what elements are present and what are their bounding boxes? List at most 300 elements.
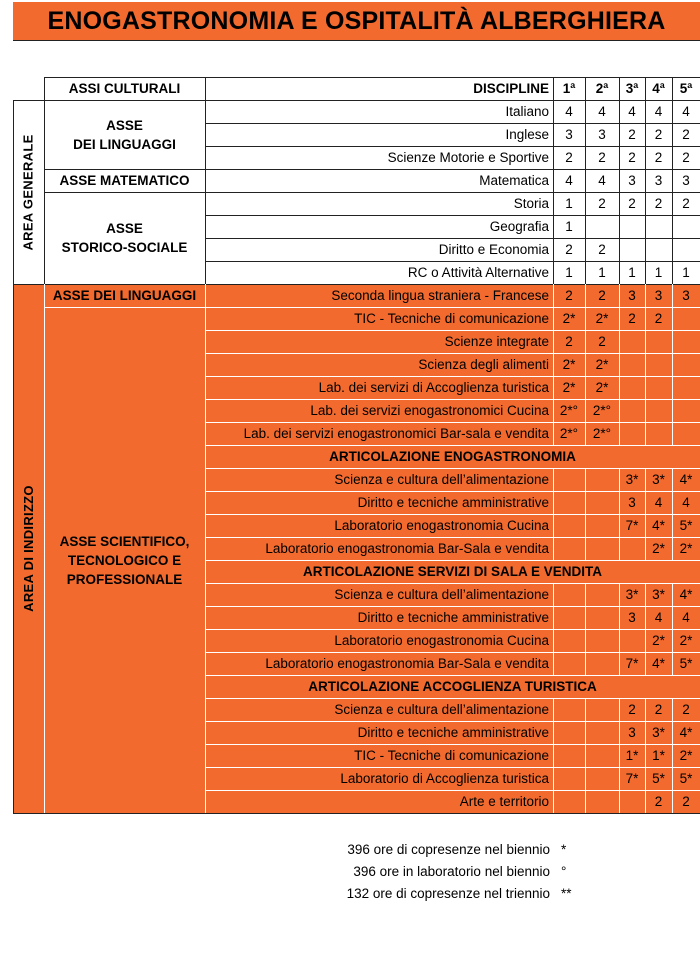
column-divider	[553, 307, 554, 330]
footnote-text: 132 ore di copresenze nel triennio	[346, 886, 550, 901]
row-divider	[205, 215, 700, 216]
column-divider	[619, 744, 620, 767]
hours-year-2: 4	[598, 173, 606, 188]
hours-year-4	[645, 376, 672, 399]
column-divider	[619, 767, 620, 790]
discipline-name: TIC - Tecniche di comunicazione	[354, 748, 549, 763]
column-divider	[585, 652, 586, 675]
hours-year-2	[585, 606, 619, 629]
hours-year-1	[553, 583, 585, 606]
column-divider	[619, 537, 620, 560]
header-assi-culturali: ASSI CULTURALI	[68, 81, 181, 96]
hours-year-1: 4	[565, 104, 573, 119]
column-divider	[672, 744, 673, 767]
column-divider	[645, 238, 646, 261]
hours-year-1: 1	[565, 196, 573, 211]
column-divider	[672, 123, 673, 146]
column-divider	[585, 767, 586, 790]
hours-year-2	[585, 583, 619, 606]
column-divider	[645, 146, 646, 169]
hours-year-2	[585, 514, 619, 537]
hours-year-3: 1	[628, 265, 636, 280]
row-divider	[44, 307, 205, 308]
column-divider	[585, 491, 586, 514]
row-divider	[205, 560, 700, 561]
hours-year-5: 2*	[679, 633, 693, 648]
column-divider	[553, 422, 554, 445]
column-divider	[585, 100, 586, 123]
column-divider	[553, 169, 554, 192]
hours-year-2: 2*	[595, 380, 609, 395]
column-divider	[645, 100, 646, 123]
discipline-name: Scienze Motorie e Sportive	[387, 150, 549, 165]
row-divider	[205, 146, 700, 147]
hours-year-2: 2*	[595, 357, 609, 372]
discipline-name: Lab. dei servizi enogastronomici Bar-sala e vendita	[243, 426, 549, 441]
column-divider	[619, 215, 620, 238]
column-divider	[672, 468, 673, 491]
column-divider	[205, 100, 206, 284]
row-divider	[205, 468, 700, 469]
hours-year-1	[553, 514, 585, 537]
hours-year-5: 5*	[679, 656, 693, 671]
hours-year-4	[645, 330, 672, 353]
row-divider	[205, 330, 700, 331]
hours-year-1	[553, 468, 585, 491]
column-divider	[645, 399, 646, 422]
hours-year-3: 3*	[625, 587, 639, 602]
column-divider	[553, 468, 554, 491]
area-generale-label	[13, 100, 44, 284]
column-divider	[585, 537, 586, 560]
column-divider	[619, 100, 620, 123]
header-year-3: 3ª	[625, 81, 639, 96]
row-divider	[205, 238, 700, 239]
column-divider	[645, 629, 646, 652]
header-discipline: DISCIPLINE	[473, 81, 549, 96]
column-divider	[553, 353, 554, 376]
hours-year-3: 2	[628, 150, 636, 165]
hours-year-1: 2*	[562, 380, 576, 395]
column-divider	[619, 583, 620, 606]
column-divider	[645, 721, 646, 744]
column-divider	[672, 353, 673, 376]
column-divider	[44, 284, 45, 813]
column-divider	[645, 123, 646, 146]
column-divider	[619, 491, 620, 514]
column-divider	[645, 376, 646, 399]
discipline-name: Diritto e Economia	[438, 242, 549, 257]
discipline-name: Laboratorio enogastronomia Cucina	[334, 518, 549, 533]
column-divider	[619, 261, 620, 284]
discipline-name: Diritto e tecniche amministrative	[357, 495, 549, 510]
hours-year-5	[672, 215, 700, 238]
hours-year-5: 4	[682, 610, 690, 625]
row-divider	[205, 675, 700, 676]
hours-year-1	[553, 537, 585, 560]
column-divider	[553, 261, 554, 284]
column-divider	[672, 238, 673, 261]
column-divider	[553, 583, 554, 606]
column-divider	[672, 192, 673, 215]
hours-year-5: 3	[682, 288, 690, 303]
column-divider	[645, 583, 646, 606]
column-divider	[553, 744, 554, 767]
hours-year-2: 2	[598, 196, 606, 211]
hours-year-1	[553, 744, 585, 767]
column-divider	[672, 146, 673, 169]
column-divider	[645, 215, 646, 238]
hours-year-4: 2	[654, 702, 663, 717]
hours-year-3	[619, 790, 645, 813]
asse-linguaggi-label-line-2: DEI LINGUAGGI	[73, 136, 176, 152]
hours-year-3: 2	[628, 702, 636, 717]
hours-year-1: 2	[565, 288, 573, 303]
row-divider	[205, 376, 700, 377]
hours-year-4: 2*	[652, 633, 665, 648]
column-divider	[585, 77, 586, 100]
asse-matematico-label: ASSE MATEMATICO	[59, 173, 190, 188]
column-divider	[619, 422, 620, 445]
column-divider	[585, 629, 586, 652]
column-divider	[619, 652, 620, 675]
discipline-name: Laboratorio enogastronomia Bar-Sala e vendita	[265, 541, 549, 556]
hours-year-1: 2*°	[559, 403, 579, 418]
column-divider	[585, 399, 586, 422]
hours-year-3	[619, 629, 645, 652]
area-generale-text: AREA GENERALE	[21, 133, 37, 251]
hours-year-4: 4*	[652, 656, 665, 671]
hours-year-4	[645, 399, 672, 422]
column-divider	[672, 100, 673, 123]
column-divider	[553, 606, 554, 629]
discipline-name: TIC - Tecniche di comunicazione	[354, 311, 549, 326]
column-divider	[585, 583, 586, 606]
asse-linguaggi-indirizzo-label: ASSE DEI LINGUAGGI	[52, 288, 197, 303]
column-divider	[619, 307, 620, 330]
discipline-name: Inglese	[505, 127, 549, 142]
discipline-name: Laboratorio enogastronomia Bar-Sala e vendita	[265, 656, 549, 671]
discipline-name: Italiano	[505, 104, 549, 119]
column-divider	[672, 629, 673, 652]
hours-year-5: 2*	[679, 541, 693, 556]
hours-year-1: 4	[565, 173, 573, 188]
column-divider	[585, 606, 586, 629]
asse-scientifico-label-line-2: TECNOLOGICO E	[67, 552, 182, 568]
hours-year-1: 3	[565, 127, 573, 142]
discipline-name: Lab. dei servizi enogastronomici Cucina	[310, 403, 549, 418]
hours-year-1: 2	[565, 242, 573, 257]
column-divider	[619, 376, 620, 399]
footnote-text: 396 ore di copresenze nel biennio	[347, 842, 550, 857]
column-divider	[645, 169, 646, 192]
hours-year-4: 3	[654, 173, 663, 188]
column-divider	[44, 100, 45, 284]
hours-year-3	[619, 353, 645, 376]
row-divider	[205, 123, 700, 124]
area-indirizzo-text: AREA DI INDIRIZZO	[21, 485, 37, 612]
hours-year-3: 3*	[625, 472, 639, 487]
column-divider	[645, 261, 646, 284]
column-divider	[553, 491, 554, 514]
footnote-symbol: *	[561, 842, 567, 857]
hours-year-5	[672, 422, 700, 445]
column-divider	[619, 192, 620, 215]
column-divider	[645, 353, 646, 376]
hours-year-1: 2*	[562, 311, 576, 326]
discipline-name: Diritto e tecniche amministrative	[357, 725, 549, 740]
hours-year-4: 2	[654, 311, 663, 326]
asse-storico-label	[44, 192, 205, 284]
hours-year-3: 3	[628, 610, 636, 625]
hours-year-4: 4*	[652, 518, 665, 533]
column-divider	[619, 123, 620, 146]
hours-year-1	[553, 698, 585, 721]
discipline-name: Scienza degli alimenti	[418, 357, 549, 372]
row-divider	[44, 77, 700, 78]
hours-year-3	[619, 422, 645, 445]
hours-year-5: 2	[682, 196, 690, 211]
hours-year-4	[645, 238, 672, 261]
column-divider	[645, 744, 646, 767]
column-divider	[619, 353, 620, 376]
column-divider	[672, 215, 673, 238]
discipline-name: Geografia	[489, 219, 549, 234]
hours-year-5	[672, 376, 700, 399]
hours-year-1: 1	[565, 219, 573, 234]
column-divider	[645, 192, 646, 215]
column-divider	[672, 169, 673, 192]
column-divider	[553, 767, 554, 790]
hours-year-4: 3	[654, 288, 663, 303]
column-divider	[585, 123, 586, 146]
column-divider	[585, 169, 586, 192]
column-divider	[205, 284, 206, 813]
column-divider	[585, 215, 586, 238]
hours-year-4: 4	[654, 104, 663, 119]
column-divider	[645, 77, 646, 100]
row-divider	[205, 698, 700, 699]
column-divider	[672, 376, 673, 399]
hours-year-1: 2	[565, 150, 573, 165]
hours-year-5: 4*	[679, 725, 693, 740]
discipline-name: Lab. dei servizi di Accoglienza turistica	[318, 380, 549, 395]
hours-year-5: 4*	[679, 472, 693, 487]
document-title: ENOGASTRONOMIA E OSPITALITÀ ALBERGHIERA	[47, 6, 666, 35]
column-divider	[619, 514, 620, 537]
row-divider	[205, 721, 700, 722]
hours-year-2	[585, 744, 619, 767]
discipline-name: Laboratorio di Accoglienza turistica	[340, 771, 549, 786]
column-divider	[619, 146, 620, 169]
hours-year-5: 4*	[679, 587, 693, 602]
column-divider	[672, 330, 673, 353]
hours-year-2: 2	[598, 334, 606, 349]
header-year-4: 4ª	[652, 81, 665, 96]
column-divider	[645, 606, 646, 629]
column-divider	[585, 790, 586, 813]
hours-year-2	[585, 767, 619, 790]
column-divider	[619, 606, 620, 629]
hours-year-2	[585, 537, 619, 560]
hours-year-3: 7*	[625, 518, 639, 533]
hours-year-3: 3	[628, 288, 636, 303]
column-divider	[553, 123, 554, 146]
footnote-symbol: °	[561, 864, 567, 879]
column-divider	[553, 399, 554, 422]
row-divider	[205, 491, 700, 492]
column-divider	[645, 491, 646, 514]
column-divider	[645, 514, 646, 537]
hours-year-5	[672, 353, 700, 376]
hours-year-1: 2*	[562, 357, 576, 372]
column-divider	[619, 468, 620, 491]
hours-year-2	[585, 491, 619, 514]
area-indirizzo-label	[13, 284, 44, 813]
column-divider	[553, 192, 554, 215]
column-divider	[672, 284, 673, 307]
row-divider	[44, 192, 205, 193]
column-divider	[585, 721, 586, 744]
hours-year-4: 2	[654, 196, 663, 211]
column-divider	[585, 422, 586, 445]
footnote-text: 396 ore in laboratorio nel biennio	[353, 864, 550, 879]
column-divider	[619, 330, 620, 353]
hours-year-5: 4	[682, 495, 690, 510]
hours-year-3: 2	[628, 196, 636, 211]
hours-year-2	[585, 790, 619, 813]
discipline-name: Diritto e tecniche amministrative	[357, 610, 549, 625]
row-divider	[13, 813, 700, 814]
hours-year-4: 2	[654, 150, 663, 165]
column-divider	[553, 146, 554, 169]
hours-year-2	[585, 652, 619, 675]
row-divider	[205, 399, 700, 400]
hours-year-4: 1*	[652, 748, 665, 763]
column-divider	[619, 790, 620, 813]
hours-year-4: 2	[654, 127, 663, 142]
column-divider	[672, 767, 673, 790]
hours-year-2: 1	[598, 265, 606, 280]
hours-year-2: 3	[598, 127, 606, 142]
row-divider	[205, 307, 700, 308]
hours-year-3	[619, 238, 645, 261]
row-divider	[205, 422, 700, 423]
hours-year-3: 3	[628, 725, 636, 740]
hours-year-2: 2*°	[592, 426, 612, 441]
hours-year-5	[672, 307, 700, 330]
hours-year-4: 3*	[652, 725, 665, 740]
column-divider	[44, 77, 45, 100]
hours-year-4	[645, 215, 672, 238]
row-divider	[205, 192, 700, 193]
hours-year-3	[619, 215, 645, 238]
hours-year-1	[553, 606, 585, 629]
asse-linguaggi-label-line-1: ASSE	[106, 117, 143, 133]
asse-linguaggi-label	[44, 100, 205, 169]
column-divider	[585, 238, 586, 261]
hours-year-3	[619, 537, 645, 560]
column-divider	[619, 238, 620, 261]
column-divider	[619, 629, 620, 652]
column-divider	[585, 468, 586, 491]
hours-year-5: 2	[682, 150, 690, 165]
column-divider	[619, 399, 620, 422]
column-divider	[553, 215, 554, 238]
column-divider	[553, 721, 554, 744]
row-divider	[205, 767, 700, 768]
hours-year-5	[672, 238, 700, 261]
column-divider	[553, 537, 554, 560]
row-divider	[205, 261, 700, 262]
hours-year-1	[553, 790, 585, 813]
hours-year-1: 2*°	[559, 426, 579, 441]
row-divider	[205, 514, 700, 515]
hours-year-1	[553, 767, 585, 790]
hours-year-2	[585, 468, 619, 491]
column-divider	[585, 514, 586, 537]
column-divider	[645, 790, 646, 813]
hours-year-4: 3*	[652, 472, 665, 487]
discipline-name: Arte e territorio	[459, 794, 549, 809]
row-divider	[205, 583, 700, 584]
column-divider	[672, 422, 673, 445]
hours-year-2	[585, 215, 619, 238]
column-divider	[645, 284, 646, 307]
column-divider	[585, 192, 586, 215]
column-divider	[645, 330, 646, 353]
column-divider	[553, 100, 554, 123]
column-divider	[585, 744, 586, 767]
hours-year-5	[672, 330, 700, 353]
asse-scientifico-label	[44, 307, 205, 813]
hours-year-5: 2	[682, 127, 690, 142]
row-divider	[205, 629, 700, 630]
column-divider	[619, 721, 620, 744]
asse-scientifico-label-line-3: PROFESSIONALE	[66, 571, 183, 587]
column-divider	[645, 468, 646, 491]
row-divider	[44, 169, 205, 170]
column-divider	[619, 698, 620, 721]
column-divider	[585, 330, 586, 353]
section-header: ARTICOLAZIONE ACCOGLIENZA TURISTICA	[308, 679, 597, 694]
hours-year-2	[585, 629, 619, 652]
asse-storico-label-line-1: ASSE	[106, 221, 143, 236]
row-divider	[205, 169, 700, 170]
hours-year-3: 3	[628, 173, 636, 188]
column-divider	[553, 514, 554, 537]
footnote-symbol: **	[561, 886, 572, 901]
column-divider	[672, 537, 673, 560]
column-divider	[672, 790, 673, 813]
row-divider	[205, 353, 700, 354]
hours-year-4	[645, 353, 672, 376]
column-divider	[585, 307, 586, 330]
column-divider	[672, 399, 673, 422]
asse-storico-label-line-2: STORICO-SOCIALE	[61, 240, 188, 255]
discipline-name: Matematica	[479, 173, 549, 188]
column-divider	[672, 652, 673, 675]
discipline-name: RC o Attività Alternative	[407, 265, 549, 280]
discipline-name: Scienze integrate	[444, 334, 549, 349]
column-divider	[672, 606, 673, 629]
column-divider	[672, 307, 673, 330]
hours-year-2: 2*	[595, 311, 609, 326]
hours-year-2: 2	[598, 150, 606, 165]
hours-year-3: 2	[628, 311, 636, 326]
header-year-2: 2ª	[595, 81, 609, 96]
hours-year-3: 4	[628, 104, 636, 119]
